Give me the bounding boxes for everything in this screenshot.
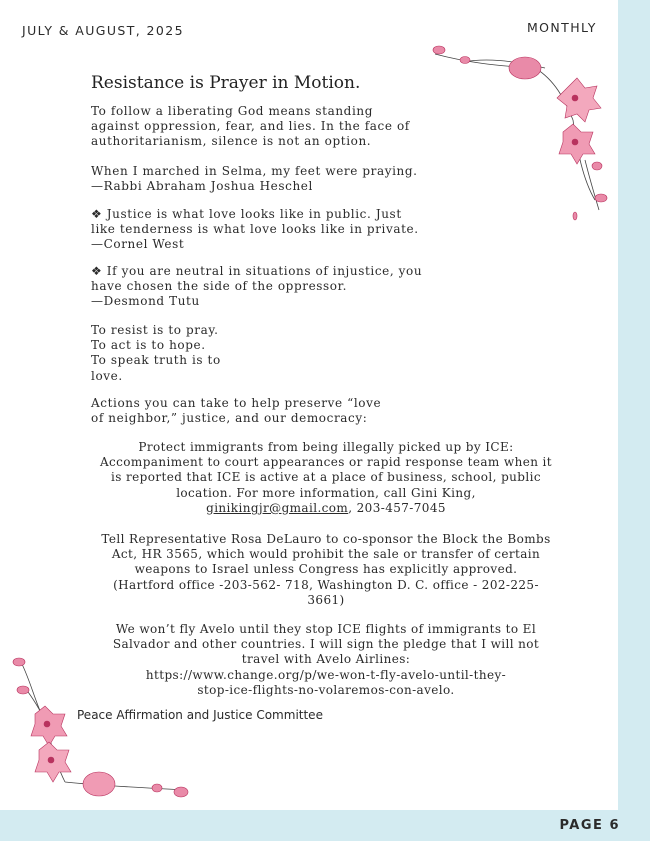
committee-signature: Peace Affirmation and Justice Committee [77,708,323,722]
action-avelo-url[interactable]: https://www.change.org/p/we-won-t-fly-avelo-until-they- [145,667,507,682]
cherry-blossom-icon [425,40,615,230]
action-delauro-line: 3661) [307,592,345,607]
side-accent-strip [618,0,650,841]
action-delauro-line: weapons to Israel unless Congress has explicitly approved. [134,562,518,577]
action-ice-line: Accompaniment to court appearances or rapid response team when it [99,455,553,470]
action-avelo-line: Salvador and other countries. I will sign the pledge that I will not [112,637,540,652]
action-avelo-url[interactable]: stop-ice-flights-no-volaremos-con-avelo. [197,682,455,697]
action-delauro-line: (Hartford office -203-562- 718, Washington D. C. office - 202-225- [113,577,539,592]
action-delauro-line: Act, HR 3565, which would prohibit the sale or transfer of certain [111,547,541,562]
email-link[interactable]: ginikingjr@gmail.com [206,500,349,515]
action-avelo-line: We won’t fly Avelo until they stop ICE flights of immigrants to El [115,622,537,636]
newsletter-section: MONTHLY [527,20,597,35]
action-ice-line: location. For more information, call Gini King, [176,485,476,500]
cherry-blossom-icon [5,652,195,804]
quote-tutu: ❖ If you are neutral in situations of injustice, you have chosen the side of the oppressor. —Desmond Tutu [91,264,423,309]
article-intro: To follow a liberating God means standing against oppression, fear, and lies. In the face of authoritarianism, silence is not an option. [91,104,410,149]
issue-date: JULY & AUGUST, 2025 [22,23,184,38]
actions-intro: Actions you can take to help preserve “love of neighbor,” justice, and our democracy: [91,396,382,426]
quote-west: ❖ Justice is what love looks like in public. Just like tenderness is what love looks like in private. —Cornel West [91,207,419,252]
action-ice-contact [88,501,564,516]
article-title: Resistance is Prayer in Motion. [91,73,361,93]
action-delauro [88,532,564,608]
action-avelo-line: travel with Avelo Airlines: [241,652,411,667]
phone-number: , 203-457-7045 [348,500,446,515]
action-ice-line: Protect immigrants from being illegally picked up by ICE: [138,440,514,454]
action-delauro-line: Tell Representative Rosa DeLauro to co-sponsor the Block the Bombs [101,532,551,546]
action-ice-line: is reported that ICE is active at a place of business, school, public [111,470,541,485]
quote-heschel: When I marched in Selma, my feet were praying. —Rabbi Abraham Joshua Heschel [91,164,418,194]
footer-band [0,810,650,841]
page-number: PAGE 6 [559,818,620,833]
action-ice [88,440,564,516]
poem: To resist is to pray. To act is to hope. To speak truth is to love. [91,323,221,383]
